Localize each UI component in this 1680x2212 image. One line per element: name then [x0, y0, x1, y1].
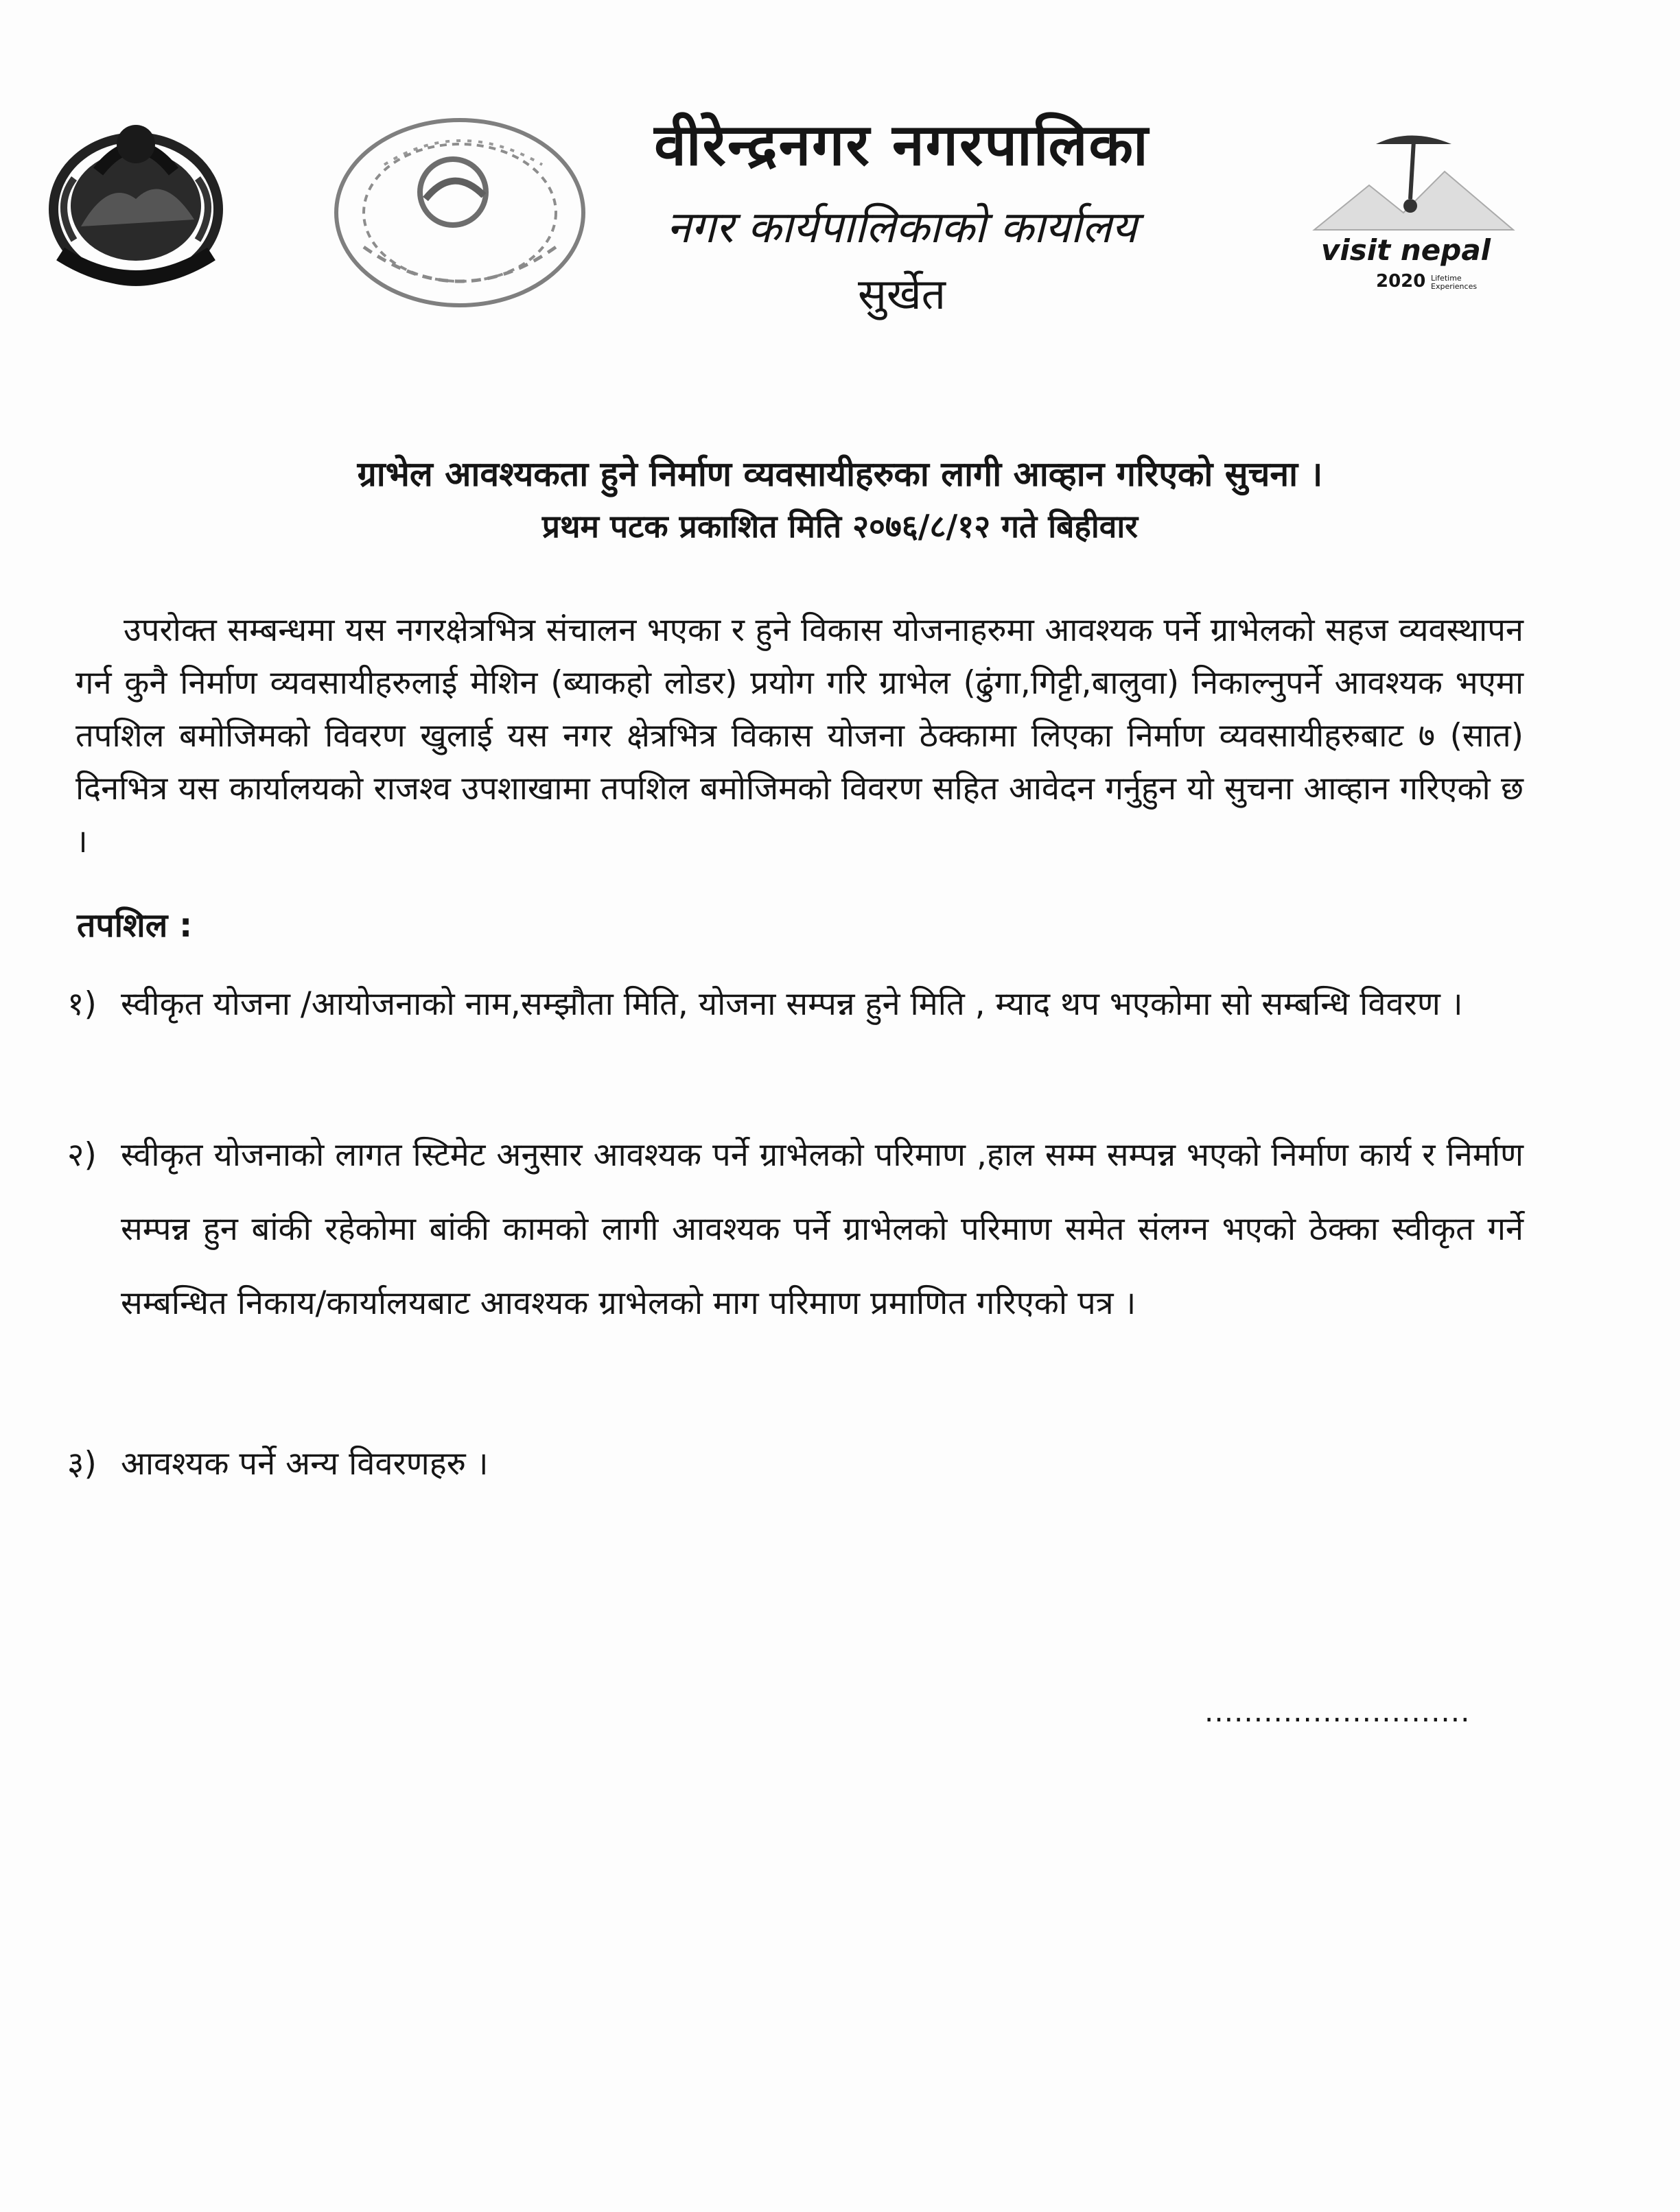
list-item-number: ३)	[67, 1445, 97, 1483]
publication-date: प्रथम पटक प्रकाशित मिति २०७६/८/१२ गते बिहीवार	[541, 508, 1139, 545]
list-item	[67, 1427, 1524, 1501]
list-item-text: स्वीकृत योजना /आयोजनाको नाम,सम्झौता मिति, योजना सम्पन्न हुने मिति , म्याद थप भएकोमा सो सम्बन्धि विवरण ।	[121, 985, 1463, 1023]
details-heading: तपशिल :	[77, 906, 193, 945]
list-item-text: स्वीकृत योजनाको लागत स्टिमेट अनुसार आवश्यक पर्ने ग्राभेलको परिमाण ,हाल सम्म सम्पन्न भएको निर्माण कार्य र निर्माण सम्पन्न हुन बांकी रहेकोमा बांकी कामको लागी आवश्यक पर्ने ग्राभेलको परिमाण समेत संलग्न भएको ठेक्का स्वीकृत गर्ने सम्बन्धित निकाय/कार्यालयबाट आवश्यक ग्राभेलको माग परिमाण प्रमाणित गरिएको पत्र ।	[121, 1136, 1524, 1322]
visit-nepal-wordmark: visit nepal	[1321, 233, 1491, 267]
office-location: सुर्खेत	[858, 269, 946, 319]
list-item	[67, 967, 1524, 1042]
list-item-number: २)	[67, 1136, 97, 1174]
list-item-number: १)	[67, 985, 97, 1023]
list-item	[67, 1118, 1524, 1341]
municipality-name: वीरेन्द्रनगर नगरपालिका	[654, 110, 1150, 178]
signature-line: ...........................	[1204, 1695, 1471, 1728]
notice-title: ग्राभेल आवश्यकता हुने निर्माण व्यवसायीहरुका लागी आव्हान गरिएको सुचना ।	[357, 454, 1323, 494]
list-item-text: आवश्यक पर्ने अन्य विवरणहरु ।	[121, 1445, 489, 1483]
visit-nepal-tagline: Lifetime Experiences	[1431, 274, 1478, 291]
visit-nepal-year: 2020	[1376, 271, 1426, 292]
office-name: नगर कार्यपालिकाको कार्यालय	[666, 202, 1137, 253]
notice-body: उपरोक्त सम्बन्धमा यस नगरक्षेत्रभित्र संचालन भएका र हुने विकास योजनाहरुमा आवश्यक पर्ने ग्राभेलको सहज व्यवस्थापन गर्न कुनै निर्माण व्यवसायीहरुलाई मेशिन (ब्याकहो लोडर) प्रयोग गरि ग्राभेल (ढुंगा,गिट्टी,बालुवा) निकाल्नुपर्ने आवश्यक भएमा तपशिल बमोजिमको विवरण खुलाई यस नगर क्षेत्रभित्र विकास योजना ठेक्कामा लिएका निर्माण व्यवसायीहरुबाट ७ (सात) दिनभित्र यस कार्यालयको राजश्व उपशाखामा तपशिल बमोजिमको विवरण सहित आवेदन गर्नुहुन यो सुचना आव्हान गरिएको छ ।	[75, 611, 1524, 860]
